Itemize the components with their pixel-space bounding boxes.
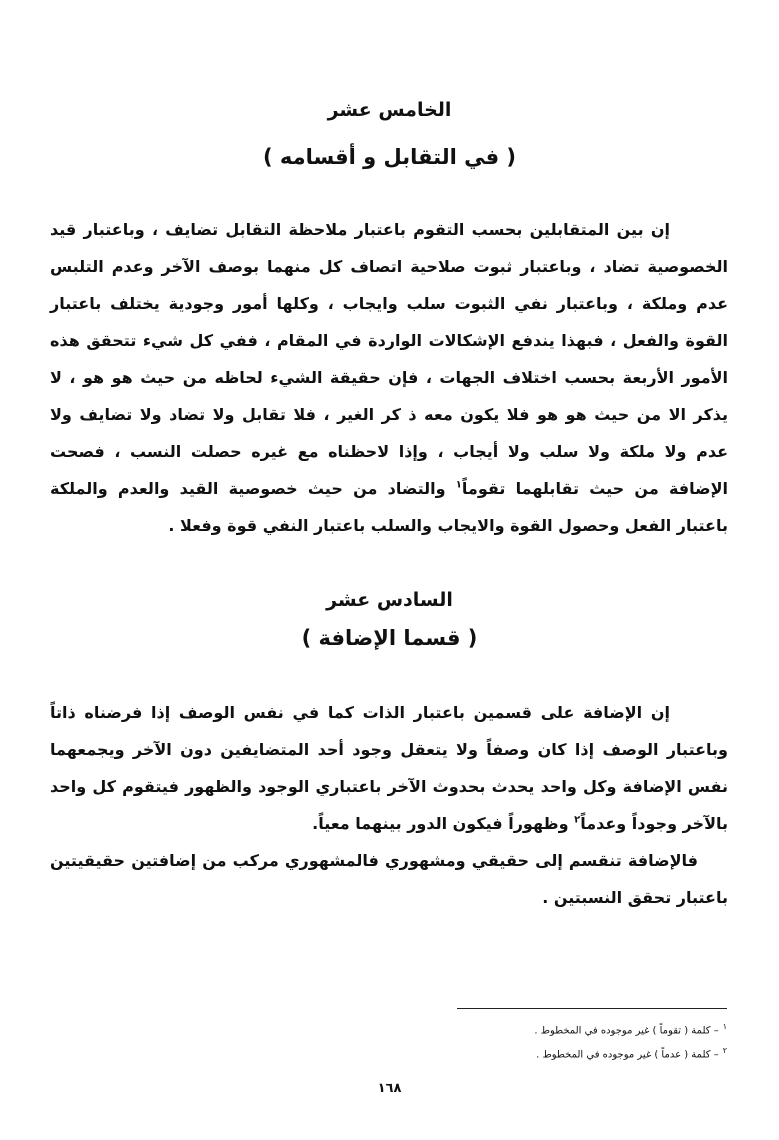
section-15-title: الخامس عشر	[327, 99, 452, 121]
section-16-paragraph-2: فالإضافة تنقسم إلى حقيقي ومشهوري فالمشهوري مركب من إضافتين حقيقيتين باعتبار تحقق النسبتين .	[50, 851, 728, 907]
section-16-paragraph-1	[50, 694, 728, 842]
footnote-number: ٢	[722, 1046, 727, 1055]
section-15-subtitle: ( في التقابل و أقسامه )	[262, 145, 517, 169]
footnote-2	[536, 1046, 727, 1060]
footnote-1	[534, 1022, 727, 1036]
paragraph-text-tail: والتضاد من حيث خصوصية القيد والعدم والملكة باعتبار الفعل وحصول القوة والايجاب والسلب باعتبار النفي قوة وفعلا .	[50, 479, 728, 535]
footnote-divider	[457, 1008, 727, 1009]
paragraph-text-tail: وظهوراً فيكون الدور بينهما معياً.	[312, 814, 575, 833]
section-15-paragraph	[50, 211, 728, 544]
paragraph-text: إن الإضافة على قسمين باعتبار الذات كما في نفس الوصف إذا فرضناه ذاتاً وباعتبار الوصف إذا كان وصفاً ولا يتعقل وجود أحد المتضايفين دون الآخر ويجمعهما نفس الإضافة وكل واحد يحدث بحدوث الآخر باعتباري الوجود والظهور فيتقوم كل واحد بالآخر وجوداً وعدماً	[50, 703, 728, 833]
footnote-ref-2: ٢	[574, 814, 581, 826]
section-16-title: السادس عشر	[326, 589, 453, 611]
footnote-ref-1: ١	[455, 479, 462, 491]
footnote-text: – كلمة ( تقوماً ) غير موجوده في المخطوط .	[534, 1025, 719, 1037]
section-15-body	[50, 211, 728, 544]
page-number: ١٦٨	[377, 1081, 402, 1096]
footnote-text: – كلمة ( عدماً ) غير موجوده في المخطوط .	[536, 1049, 719, 1061]
footnote-number: ١	[722, 1022, 727, 1031]
section-16-subtitle: ( قسما الإضافة )	[301, 626, 478, 650]
section-16-body	[50, 694, 728, 916]
paragraph-text: إن بين المتقابلين بحسب التقوم باعتبار ملاحظة التقابل تضايف ، وباعتبار قيد الخصوصية تضاد ، وباعتبار ثبوت صلاحية اتصاف كل منهما بوصف الآخر وعدم التلبس عدم وملكة ، وباعتبار نفي الثبوت سلب وايجاب ، وكلها أمور وجودية يختلف باعتبار القوة والفعل ، فبهذا يندفع الإشكالات الواردة في المقام ، ففي كل شيء تتحقق هذه الأمور الأربعة بحسب اختلاف الجهات ، فإن حقيقة الشيء لحاظه من حيث هو هو ، لا يذكر الا من حيث هو هو فلا يكون معه ذ كر الغير ، فلا تقابل ولا تضاد ولا تضايف ولا عدم ولا ملكة ولا سلب ولا أيجاب ، وإذا لاحظناه مع غيره حصلت النسب ، فصحت الإضافة من حيث تقابلهما تقوماً	[50, 220, 728, 498]
